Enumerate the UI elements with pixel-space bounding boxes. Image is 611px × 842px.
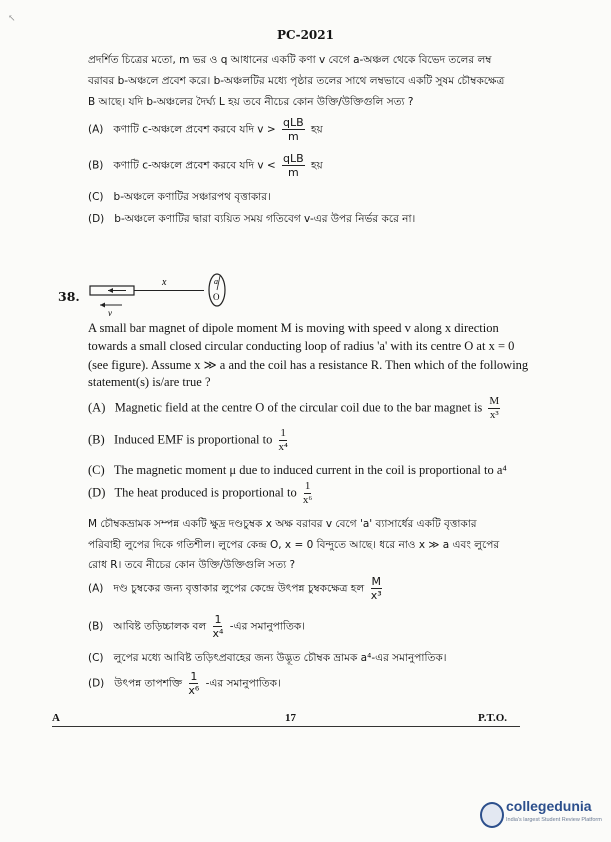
- q38-en-option-a[interactable]: [88, 396, 503, 421]
- option-suffix: হয়: [311, 159, 323, 172]
- q37-stem-line-2: বরাবর b-অঞ্চলে প্রবেশ করে। b-অঞ্চলটির মধ্যে পৃষ্ঠার তলের সাথে লম্বভাবে একটি সুষম চৌম্বকক্ষেত্র: [88, 75, 505, 87]
- q38-en-line-4: statement(s) is/are true ?: [88, 375, 211, 389]
- fraction: [213, 614, 224, 639]
- numerator: qLB: [283, 152, 304, 165]
- q37-stem-line-3: B আছে। যদি b-অঞ্চলের দৈর্ঘ্য L হয় তবে নীচের কোন উক্তি/উক্তিগুলি সত্য ?: [88, 96, 414, 108]
- option-text: b-অঞ্চলে কণাটির দ্বারা ব্যয়িত সময় গতিবেগ v-এর উপর নির্ভর করে না।: [114, 213, 416, 225]
- fraction: [279, 428, 288, 453]
- corner-mark: ↖: [8, 14, 16, 24]
- option-label: (C): [88, 652, 104, 664]
- denominator: x⁶: [188, 684, 200, 697]
- option-text: আবিষ্ট তড়িচ্চালক বল: [113, 620, 207, 633]
- denominator: m: [287, 166, 299, 179]
- option-label: (A): [88, 400, 106, 415]
- option-text: দণ্ড চুম্বকের জন্য বৃত্তাকার লুপের কেন্দ্রে উৎপন্ন চুম্বকক্ষেত্র হল: [113, 582, 365, 595]
- option-suffix: -এর সমানুপাতিক।: [229, 620, 305, 633]
- denominator: x⁴: [278, 441, 288, 453]
- q38-bn-option-b[interactable]: [88, 614, 305, 639]
- option-text: কণাটি c-অঞ্চলে প্রবেশ করবে যদি v <: [113, 159, 276, 172]
- denominator: x³: [370, 589, 382, 602]
- option-text: The magnetic moment μ due to induced current in the coil is proportional to a⁴: [113, 463, 507, 477]
- option-label: (A): [88, 582, 104, 595]
- option-label: (D): [88, 213, 105, 225]
- x-label: x: [162, 277, 167, 288]
- fraction: [188, 671, 199, 696]
- numerator: 1: [190, 670, 198, 683]
- option-text: Magnetic field at the centre O of the circular coil due to the bar magnet is: [114, 400, 483, 415]
- denominator: m: [287, 130, 299, 143]
- denominator: x⁶: [302, 494, 313, 506]
- option-label: (D): [88, 485, 106, 500]
- collegedunia-logo: [480, 796, 605, 832]
- fraction: [488, 396, 500, 421]
- option-text: উৎপন্ন তাপশক্তি: [114, 677, 183, 690]
- denominator: x⁴: [212, 627, 224, 640]
- logo-brand: collegedunia: [506, 798, 592, 814]
- denominator: x³: [489, 409, 499, 421]
- q38-en-option-c[interactable]: [88, 463, 507, 478]
- option-text: b-অঞ্চলে কণাটির সঞ্চারপথ বৃত্তাকার।: [113, 191, 271, 203]
- footer-rule: [52, 726, 520, 727]
- option-label: (B): [88, 159, 104, 172]
- fraction: [371, 576, 383, 601]
- footer-page-number: 17: [285, 712, 296, 724]
- footer-pto: P.T.O.: [478, 712, 508, 724]
- mascot-icon: [480, 802, 504, 828]
- paper-code: PC-2021: [277, 28, 334, 42]
- q38-bn-line-1: M চৌম্বকভ্রামক সম্পন্ন একটি ক্ষুদ্র দণ্ডচুম্বক x অক্ষ বরাবর v বেগে 'a' ব্যাসার্ধের একটি বৃত্তাকার: [88, 518, 477, 530]
- option-text: Induced EMF is proportional to: [114, 432, 273, 447]
- numerator: M: [371, 575, 381, 588]
- option-label: (C): [88, 463, 105, 477]
- q38-en-line-3: (see figure). Assume x ≫ a and the coil has a resistance R. Then which of the following: [88, 358, 529, 372]
- numerator: 1: [304, 480, 311, 492]
- option-label: (B): [88, 620, 104, 633]
- q38-en-line-1: A small bar magnet of dipole moment M is moving with speed v along x direction: [88, 321, 499, 335]
- q38-en-option-d[interactable]: [88, 481, 315, 506]
- q37-option-d[interactable]: [88, 212, 415, 229]
- o-label: O: [213, 292, 220, 302]
- footer-set-letter: A: [52, 712, 60, 724]
- numerator: 1: [214, 613, 222, 626]
- q37-option-c[interactable]: [88, 190, 271, 207]
- option-text: কণাটি c-অঞ্চলে প্রবেশ করবে যদি v >: [113, 123, 276, 136]
- q38-bn-option-c[interactable]: [88, 651, 446, 668]
- q37-stem-line-1: প্রদর্শিত চিত্রের মতো, m ভর ও q আধানের একটি কণা v বেগে a-অঞ্চল থেকে বিভেদ তলের লম্ব: [88, 54, 492, 66]
- q38-en-line-2: towards a small closed circular conducting loop of radius 'a' with its centre O at x = 0: [88, 339, 515, 353]
- logo-tagline: India's largest Student Review Platform: [506, 817, 602, 823]
- numerator: M: [489, 395, 500, 407]
- option-suffix: -এর সমানুপাতিক।: [205, 677, 281, 690]
- option-text: লুপের মধ্যে আবিষ্ট তড়িৎপ্রবাহের জন্য উদ্ভূত চৌম্বক ভ্রামক a⁴-এর সমানুপাতিক।: [113, 652, 447, 664]
- q37-option-b[interactable]: [88, 153, 323, 178]
- option-label: (C): [88, 191, 104, 203]
- option-label: (D): [88, 677, 105, 690]
- q38-bn-option-a[interactable]: [88, 576, 385, 601]
- fraction: [282, 117, 305, 142]
- numerator: qLB: [283, 116, 304, 129]
- q38-number: 38.: [58, 289, 80, 304]
- q38-bn-line-2: পরিবাহী লুপের দিকে গতিশীল। লুপের কেন্দ্র O, x = 0 বিন্দুতে আছে। ধরে নাও x ≫ a এবং লুপের: [88, 539, 500, 551]
- fraction: [303, 481, 312, 506]
- q37-option-a[interactable]: [88, 117, 323, 142]
- fraction: [282, 153, 305, 178]
- option-label: (B): [88, 432, 105, 447]
- q38-figure: [86, 272, 236, 318]
- option-label: (A): [88, 123, 104, 136]
- v-label: v: [108, 308, 112, 318]
- option-text: The heat produced is proportional to: [114, 485, 297, 500]
- q38-bn-line-3: রোধ R। তবে নীচের কোন উক্তি/উক্তিগুলি সত্য ?: [88, 559, 296, 571]
- numerator: 1: [280, 427, 286, 439]
- q38-en-option-b[interactable]: [88, 428, 291, 453]
- velocity-arrowhead: [100, 303, 105, 308]
- option-suffix: হয়: [311, 123, 323, 136]
- magnet-arrowhead: [108, 288, 113, 293]
- a-label: a: [214, 277, 218, 286]
- q38-bn-option-d[interactable]: [88, 671, 281, 696]
